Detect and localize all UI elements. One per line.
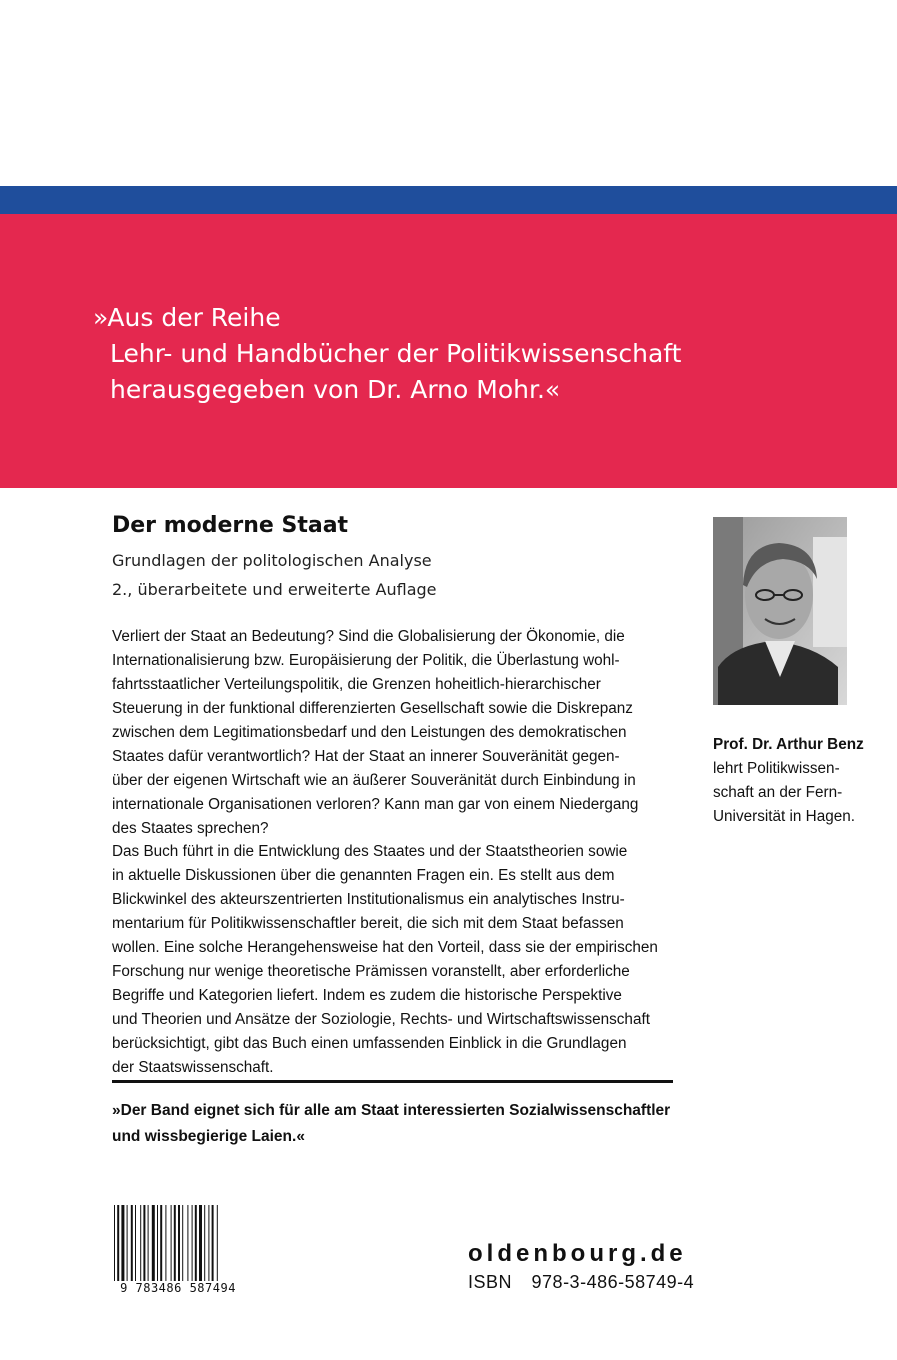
author-info — [713, 733, 864, 829]
text-line: über der eigenen Wirtschaft wie an äußerer Souveränität durch Einbindung in — [112, 772, 636, 789]
barcode-digits: 9 783486 587494 — [98, 1281, 258, 1295]
text-line: internationale Organisationen verloren? Kann man gar von einem Niedergang — [112, 796, 639, 813]
author-photo — [713, 517, 847, 705]
review-quote — [112, 1098, 670, 1150]
text-line: Forschung nur wenige theoretische Prämissen voranstellt, aber erforderliche — [112, 963, 630, 980]
text-line: Steuerung in der funktional differenzierten Gesellschaft sowie die Diskrepanz — [112, 700, 633, 717]
divider-rule — [112, 1080, 673, 1083]
series-line-1: »Aus der Reihe — [93, 303, 281, 332]
text-line: des Staates sprechen? — [112, 820, 269, 837]
text-line: zwischen dem Legitimationsbedarf und den Leistungen des demokratischen — [112, 724, 627, 741]
text-line: in aktuelle Diskussionen über die genannten Fragen ein. Es stellt aus dem — [112, 867, 615, 884]
quote-line: »Der Band eignet sich für alle am Staat interessierten Sozialwissenschaftler — [112, 1102, 671, 1119]
description-paragraph-2 — [112, 840, 677, 1080]
isbn — [468, 1272, 694, 1293]
publisher-url[interactable]: oldenbourg.de — [468, 1240, 687, 1267]
text-line: berücksichtigt, gibt das Buch einen umfassenden Einblick in die Grundlagen — [112, 1035, 627, 1052]
book-subtitle: Grundlagen der politologischen Analyse — [112, 551, 432, 570]
author-bio-line: Universität in Hagen. — [713, 808, 855, 825]
text-line: mentarium für Politikwissenschaftler bereit, die sich mit dem Staat befassen — [112, 915, 624, 932]
text-line: Verliert der Staat an Bedeutung? Sind die Globalisierung der Ökonomie, die — [112, 628, 625, 645]
book-edition: 2., überarbeitete und erweiterte Auflage — [112, 580, 437, 599]
text-line: fahrtsstaatlicher Verteilungspolitik, die Grenzen hoheitlich-hierarchischer — [112, 676, 601, 693]
text-line: und Theorien und Ansätze der Soziologie, Rechts- und Wirtschaftswissenschaft — [112, 1011, 650, 1028]
text-line: der Staatswissenschaft. — [112, 1059, 274, 1076]
series-line-2: Lehr- und Handbücher der Politikwissenschaft — [110, 339, 682, 368]
book-title: Der moderne Staat — [112, 513, 349, 538]
author-name: Prof. Dr. Arthur Benz — [713, 736, 864, 753]
author-bio-line: lehrt Politikwissen- — [713, 760, 840, 777]
quote-line: und wissbegierige Laien.« — [112, 1128, 305, 1145]
isbn-label: ISBN — [468, 1272, 513, 1292]
text-line: Internationalisierung bzw. Europäisierung der Politik, die Überlastung wohl- — [112, 652, 620, 669]
text-line: wollen. Eine solche Herangehensweise hat den Vorteil, dass sie der empirischen — [112, 939, 658, 956]
text-line: Staates dafür verantwortlich? Hat der Staat an innerer Souveränität gegen- — [112, 748, 620, 765]
text-line: Blickwinkel des akteurszentrierten Institutionalismus ein analytisches Instru- — [112, 891, 625, 908]
isbn-number: 978-3-486-58749-4 — [531, 1272, 695, 1292]
text-line: Begriffe und Kategorien liefert. Indem es zudem die historische Perspektive — [112, 987, 622, 1004]
author-portrait-icon — [713, 517, 847, 705]
blue-stripe — [0, 186, 897, 214]
barcode-icon — [112, 1205, 250, 1288]
series-line-3: herausgegeben von Dr. Arno Mohr.« — [110, 375, 561, 404]
text-line: Das Buch führt in die Entwicklung des Staates und der Staatstheorien sowie — [112, 843, 628, 860]
description-paragraph-1 — [112, 625, 677, 841]
series-note — [93, 300, 681, 408]
author-bio-line: schaft an der Fern- — [713, 784, 843, 801]
